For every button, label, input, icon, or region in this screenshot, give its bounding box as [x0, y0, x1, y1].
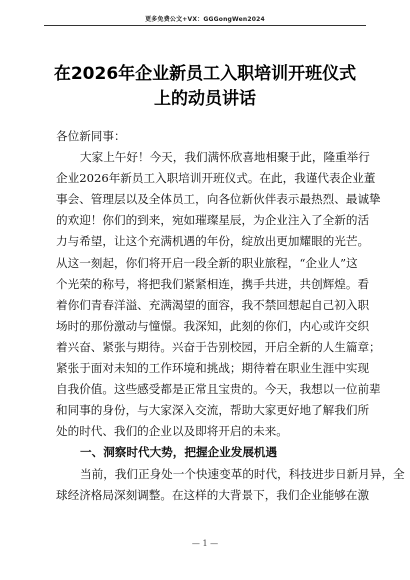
body-line: 从这一刻起，你们将开启一段全新的职业旅程，“企业人”这 — [56, 255, 358, 270]
body-line: 个光荣的称号，将把我们紧紧相连，携手共进，共创辉煌。看 — [56, 276, 370, 291]
body-line: 自我价值。这些感受都是正常且宝贵的。今天，我想以一位前辈 — [56, 382, 381, 397]
body-line: 球经济格局深刻调整。在这样的大背景下，我们企业能够在激 — [56, 487, 370, 502]
title-line-1: 在2026年企业新员工入职培训开班仪式 — [53, 64, 357, 84]
document-body — [56, 126, 405, 506]
header-text: 更多免费公文+VX：GGGongWen2024 — [145, 16, 265, 23]
body-line: 场时的那份激动与憧憬。我深知，此刻的你们，内心或许交织 — [56, 318, 370, 333]
body-line: 力与希望，让这个充满机遇的年份，绽放出更加耀眼的光芒。 — [56, 234, 370, 249]
body-line: 企业2026年新员工入职培训开班仪式。在此，我谨代表企业董 — [56, 171, 376, 186]
body-line: 着兴奋、紧张与期待。兴奋于告别校园，开启全新的人生篇章； — [56, 339, 381, 354]
document-title — [44, 62, 366, 112]
body-line: 着你们青春洋溢、充满渴望的面容，我不禁回想起自己初入职 — [56, 297, 370, 312]
body-line: 紧张于面对未知的工作环境和挑战；期待着在职业生涯中实现 — [56, 361, 370, 376]
body-line: 事会、管理层以及全体员工，向各位新伙伴表示最热烈、最诚挚 — [56, 192, 381, 207]
body-line: 处的时代、我们的企业以及即将开启的未来。 — [56, 424, 288, 439]
greeting: 各位新同事： — [56, 129, 126, 143]
page-number: — 1 — — [191, 539, 219, 548]
header-rule — [44, 25, 366, 26]
body-line: 的欢迎！你们的到来，宛如璀璨星辰，为企业注入了全新的活 — [56, 213, 370, 228]
body-line: 大家上午好！今天，我们满怀欣喜地相聚于此，隆重举行 — [80, 150, 370, 165]
body-line: 和同事的身份，与大家深入交流，帮助大家更好地了解我们所 — [56, 403, 370, 418]
section-heading: 一、洞察时代大势，把握企业发展机遇 — [80, 445, 278, 460]
title-line-2: 上的动员讲话 — [154, 89, 256, 109]
body-line: 当前，我们正身处一个快速变革的时代，科技进步日新月异，全 — [80, 466, 405, 481]
